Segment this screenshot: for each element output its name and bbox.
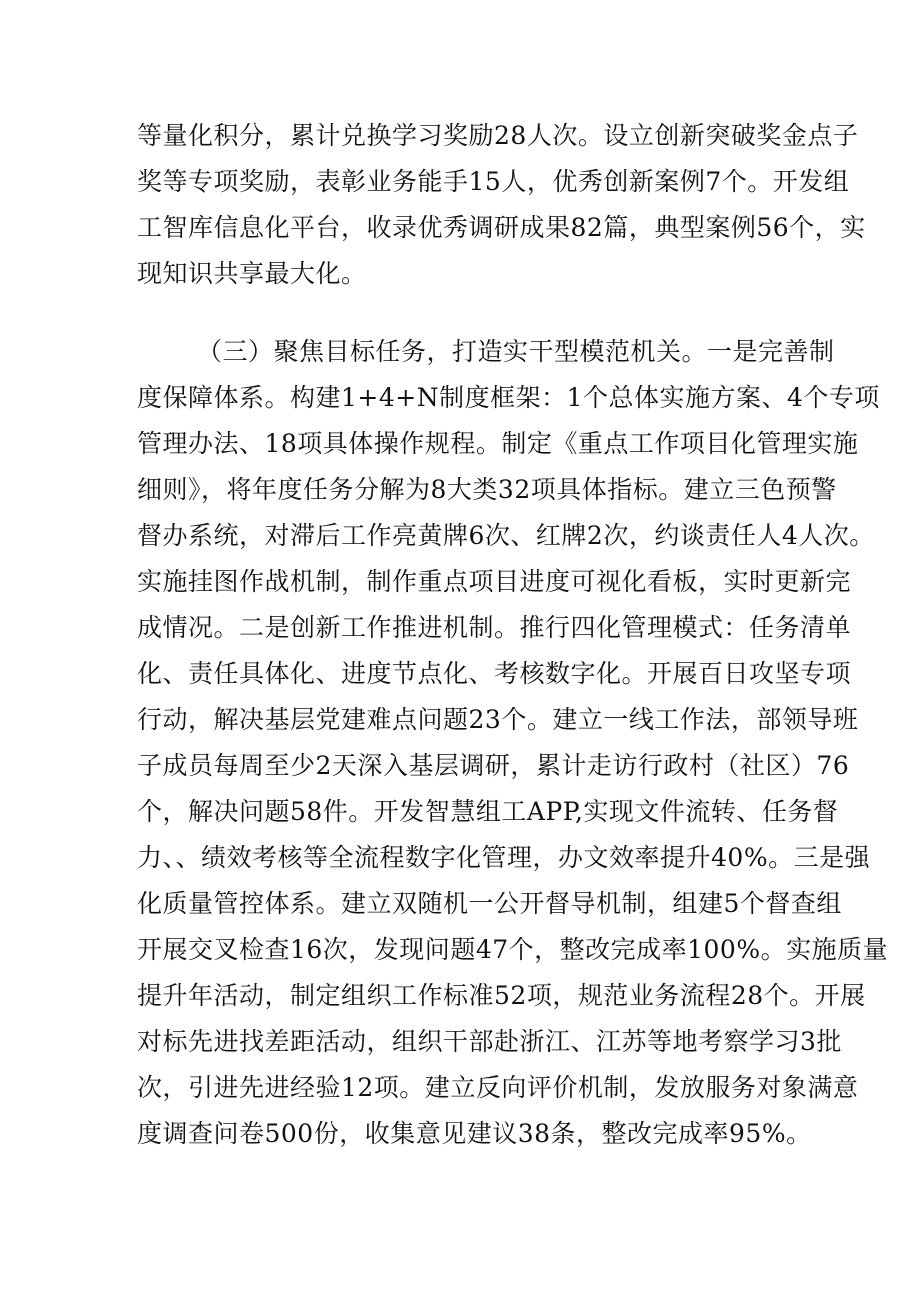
text-line: 管理办法、18项具体操作规程。制定《重点工作项目化管理实施	[137, 429, 859, 458]
text-line: 成情况。二是创新工作推进机制。推行四化管理模式：任务清单	[137, 613, 852, 642]
text-line: 细则》，将年度任务分解为8大类32项具体指标。建立三色预警	[137, 475, 837, 504]
body-text	[137, 113, 889, 1157]
text-line: 工智库信息化平台，收录优秀调研成果82篇，典型案例56个，实	[137, 213, 866, 242]
text-line: 子成员每周至少2天深入基层调研，累计走访行政村（社区）76	[137, 751, 850, 780]
text-line: 现知识共享最大化。	[137, 259, 367, 288]
text-line: 奖等专项奖励，表彰业务能手15人，优秀创新案例7个。开发组	[137, 167, 850, 196]
text-line: 度调查问卷500份，收集意见建议38条，整改完成率95%。	[137, 1119, 812, 1148]
text-line: 对标先进找差距活动，组织干部赴浙江、江苏等地考察学习3批	[137, 1027, 842, 1056]
text-line: 力、、绩效考核等全流程数字化管理，办文效率提升40%。三是强	[137, 843, 871, 872]
text-line: 化、责任具体化、进度节点化、考核数字化。开展百日攻坚专项	[137, 659, 852, 688]
paragraph-2	[137, 329, 889, 1157]
section-heading-line: （三）聚焦目标任务，打造实干型模范机关。一是完善制	[197, 337, 835, 366]
text-line: 行动，解决基层党建难点问题23个。建立一线工作法，部领导班	[137, 705, 859, 734]
text-line: 督办系统，对滞后工作亮黄牌6次、红牌2次，约谈责任人4人次。	[137, 521, 875, 550]
text-line: 个，解决问题58件。开发智慧组工APP,实现文件流转、任务督	[137, 797, 839, 826]
text-line: 次，引进先进经验12项。建立反向评价机制，发放服务对象满意	[137, 1073, 859, 1102]
text-line: 提升年活动，制定组织工作标准52项，规范业务流程28个。开展	[137, 981, 866, 1010]
text-line: 开展交叉检查16次，发现问题47个，整改完成率100%。实施质量	[137, 935, 889, 964]
text-line: 等量化积分，累计兑换学习奖励28人次。设立创新突破奖金点子	[137, 121, 859, 150]
text-line: 实施挂图作战机制，制作重点项目进度可视化看板，实时更新完	[137, 567, 852, 596]
text-line: 度保障体系。构建1+4+N制度框架：1个总体实施方案、4个专项	[137, 383, 880, 412]
paragraph-1	[137, 113, 866, 297]
text-line: 化质量管控体系。建立双随机一公开督导机制，组建5个督查组	[137, 889, 842, 918]
